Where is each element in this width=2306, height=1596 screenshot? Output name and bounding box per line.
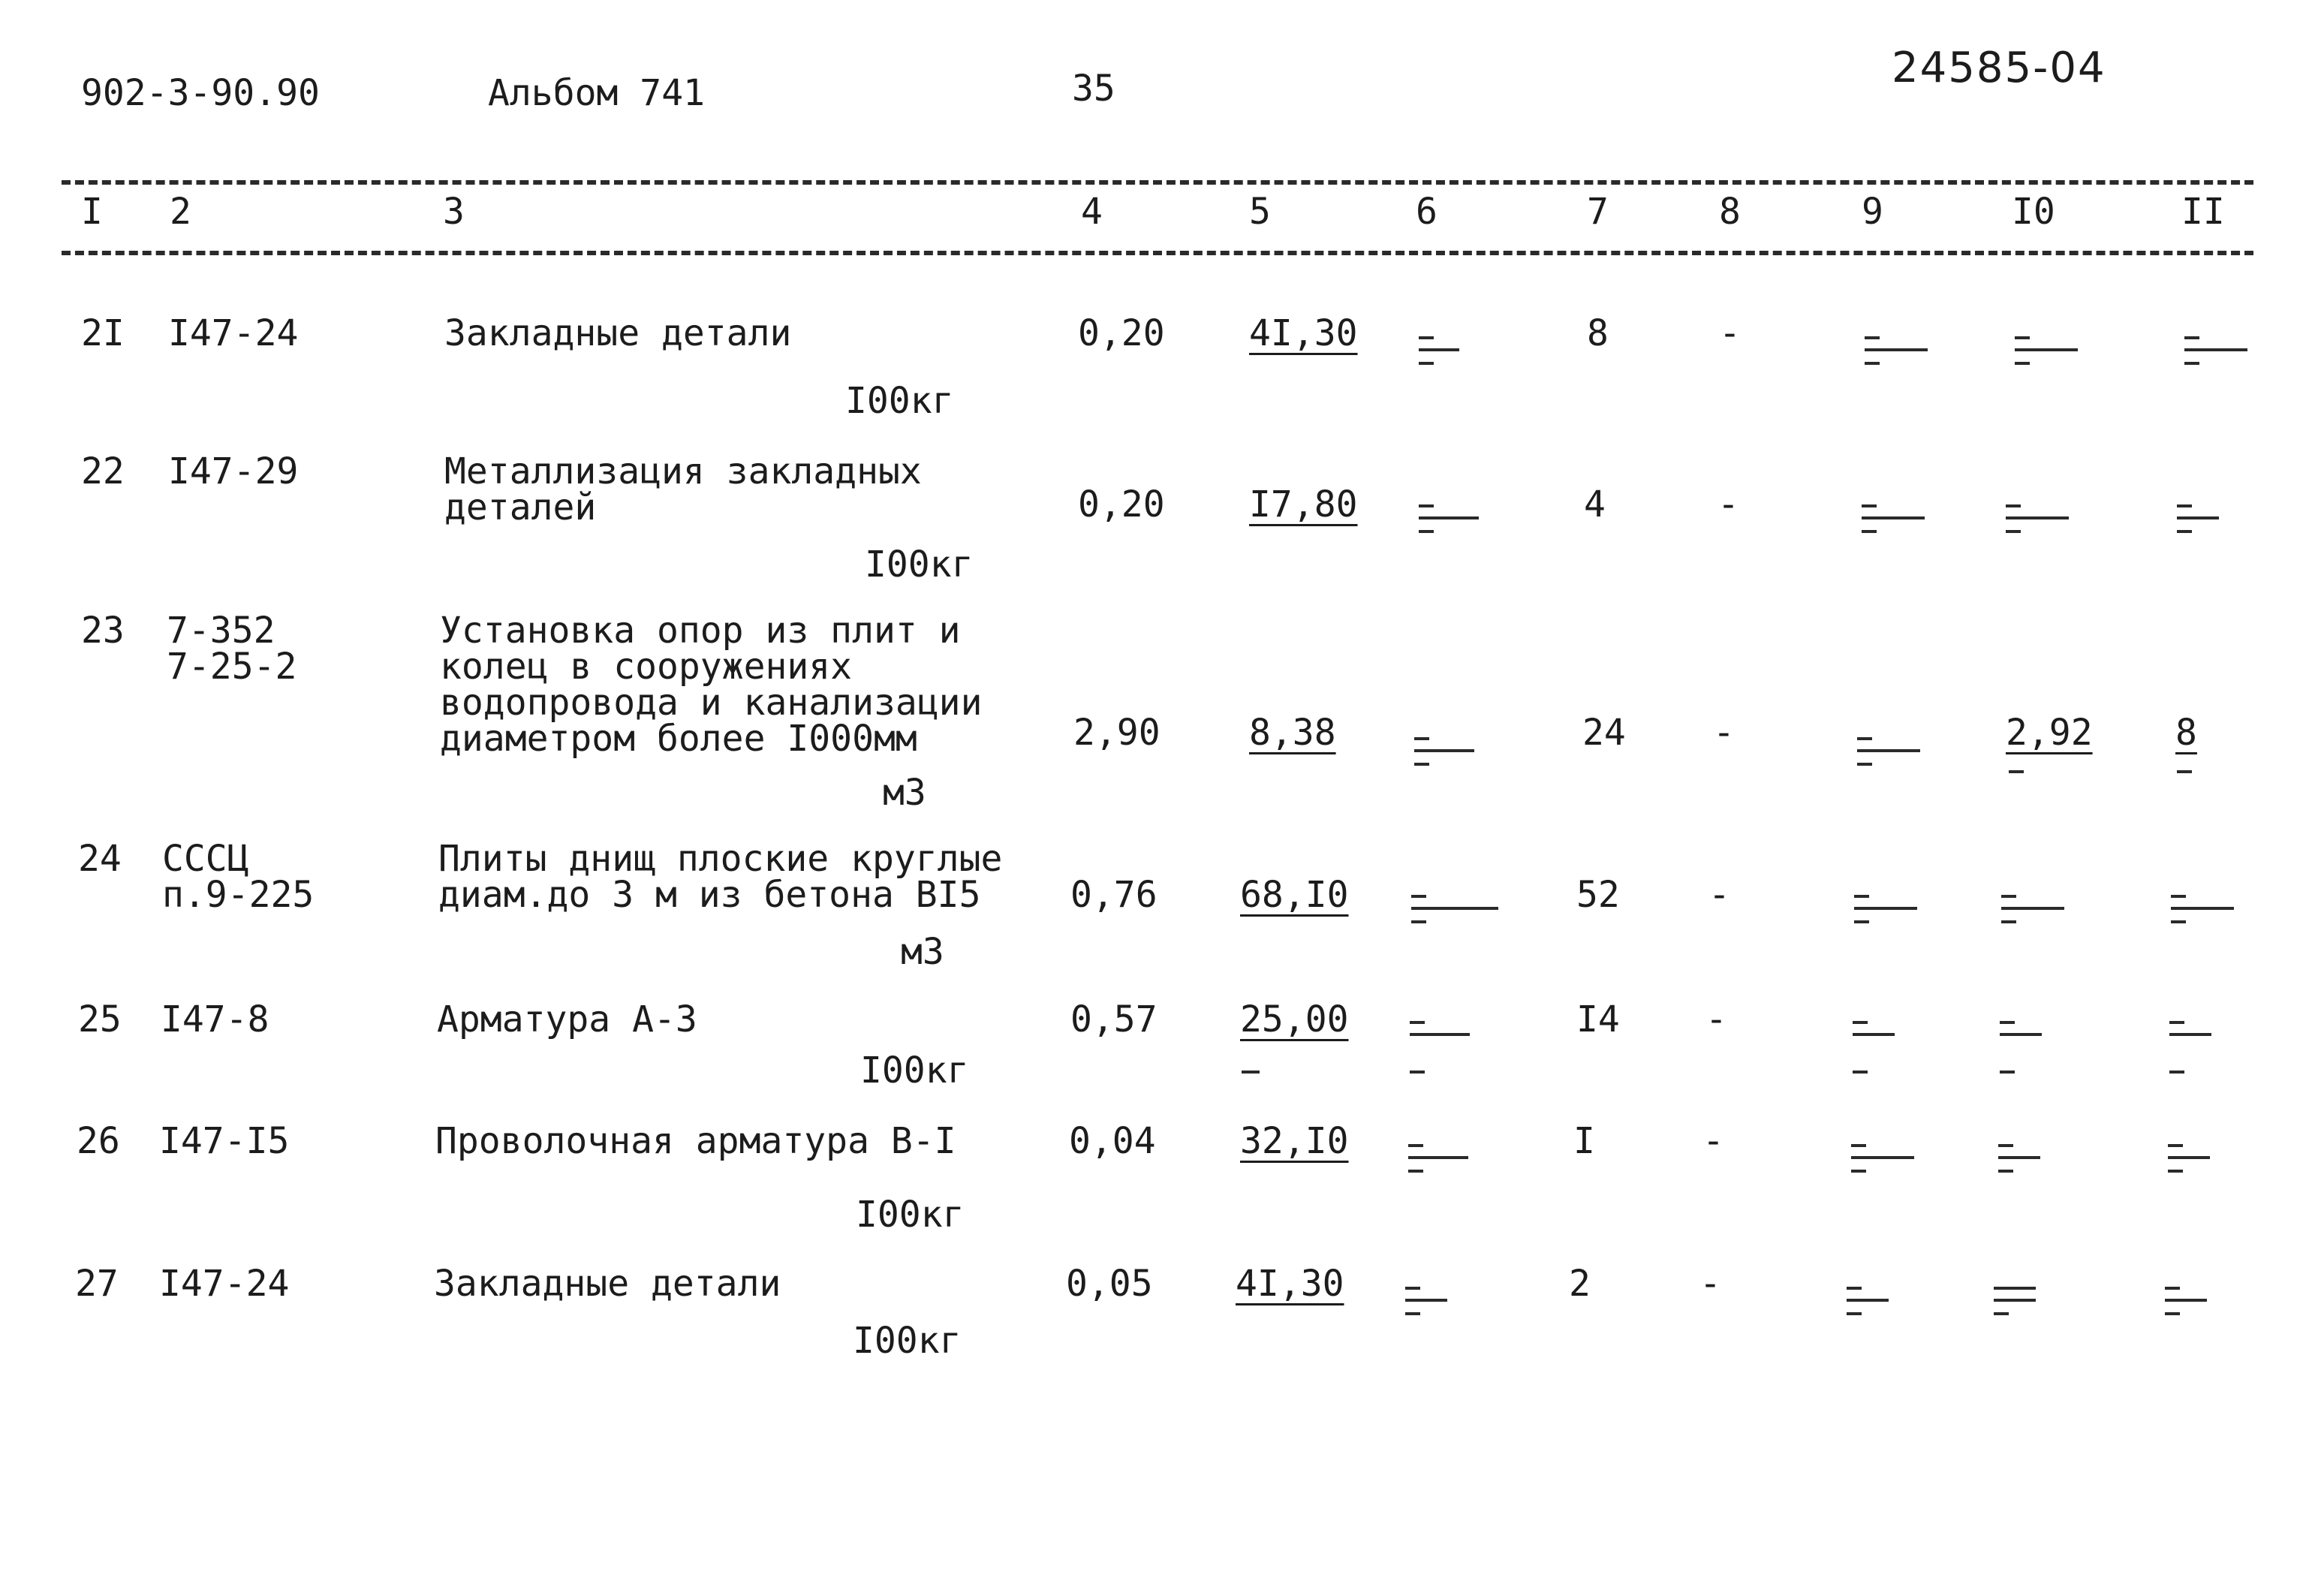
row-quantity: 0,57 (1070, 998, 1158, 1040)
album-label: Альбом 741 (488, 72, 705, 114)
row-code: I47-I5 (159, 1120, 290, 1162)
row-number: 23 (81, 610, 125, 652)
row-name: Металлизация закладных деталей (444, 450, 922, 528)
row-unit-price: 32,I0 (1240, 1120, 1349, 1162)
row-unit: I00кг (865, 544, 974, 586)
row-quantity: 0,04 (1069, 1120, 1156, 1162)
row-col11: 8 (2175, 712, 2197, 754)
header-top-divider (62, 180, 2253, 185)
row-unit-price: 25,00 (1240, 998, 1349, 1040)
row-name: Установка опор из плит и колец в сооружениях водопровода и канализации диаметром более I000мм (440, 610, 983, 760)
row-col7: I (1573, 1120, 1595, 1162)
column-header: 2 (170, 191, 191, 233)
column-header: 8 (1719, 191, 1741, 233)
row-code: I47-8 (161, 998, 269, 1040)
page-number: 35 (1072, 68, 1115, 110)
row-number: 22 (81, 450, 125, 492)
row-col7: I4 (1576, 998, 1620, 1040)
row-unit-price: 68,I0 (1240, 874, 1349, 916)
column-header: I0 (2012, 191, 2055, 233)
column-header: 6 (1416, 191, 1437, 233)
ditto-mark (1242, 1071, 1260, 1074)
row-name: Закладные детали (434, 1263, 781, 1305)
row-quantity: 0,20 (1078, 483, 1165, 525)
ditto-mark (2009, 770, 2024, 773)
column-header: 5 (1249, 191, 1271, 233)
row-number: 25 (78, 998, 122, 1040)
header-bottom-divider (62, 251, 2253, 255)
row-col7: 4 (1584, 483, 1606, 525)
row-code: 7-352 7-25-2 (167, 610, 297, 688)
row-col10: 2,92 (2006, 712, 2093, 754)
row-code: I47-24 (168, 312, 299, 354)
row-number: 2I (81, 312, 125, 354)
row-number: 27 (75, 1263, 119, 1305)
column-header: 7 (1587, 191, 1609, 233)
row-col7: 24 (1582, 712, 1626, 754)
column-header: II (2181, 191, 2225, 233)
row-unit: I00кг (856, 1194, 965, 1236)
column-header: 4 (1081, 191, 1103, 233)
row-col8: - (1708, 874, 1730, 916)
inventory-number: 24585-04 (1892, 44, 2106, 92)
row-col8: - (1717, 483, 1739, 525)
row-unit: м3 (901, 931, 944, 973)
row-name: Арматура А-3 (437, 998, 697, 1040)
row-name: Закладные детали (444, 312, 792, 354)
row-unit-price: 8,38 (1249, 712, 1336, 754)
row-col7: 52 (1576, 874, 1620, 916)
row-unit: I00кг (845, 380, 954, 422)
row-unit-price: 4I,30 (1236, 1263, 1344, 1305)
row-code: I47-29 (168, 450, 299, 492)
row-name: Плиты днищ плоские круглые диам.до 3 м из бетона BI5 (438, 838, 1003, 916)
row-unit: I00кг (860, 1049, 969, 1092)
row-col8: - (1702, 1120, 1724, 1162)
document-code: 902-3-90.90 (81, 72, 320, 114)
row-unit: I00кг (853, 1320, 962, 1362)
row-code: СССЦ п.9-225 (162, 838, 315, 916)
row-col8: - (1705, 998, 1727, 1040)
row-unit-price: I7,80 (1249, 483, 1358, 525)
row-col8: - (1719, 312, 1741, 354)
row-name: Проволочная арматура B-I (435, 1120, 956, 1162)
column-header: 3 (443, 191, 465, 233)
row-unit-price: 4I,30 (1249, 312, 1358, 354)
row-code: I47-24 (159, 1263, 290, 1305)
column-header: 9 (1862, 191, 1883, 233)
column-header: I (81, 191, 103, 233)
row-col8: - (1713, 712, 1735, 754)
row-col7: 8 (1587, 312, 1609, 354)
row-col7: 2 (1569, 1263, 1591, 1305)
row-quantity: 0,20 (1078, 312, 1165, 354)
row-col8: - (1699, 1263, 1721, 1305)
row-number: 26 (77, 1120, 120, 1162)
row-quantity: 0,76 (1070, 874, 1158, 916)
row-unit: м3 (883, 772, 926, 814)
row-number: 24 (78, 838, 122, 880)
row-quantity: 2,90 (1073, 712, 1161, 754)
row-quantity: 0,05 (1066, 1263, 1153, 1305)
ditto-mark (2177, 770, 2192, 773)
